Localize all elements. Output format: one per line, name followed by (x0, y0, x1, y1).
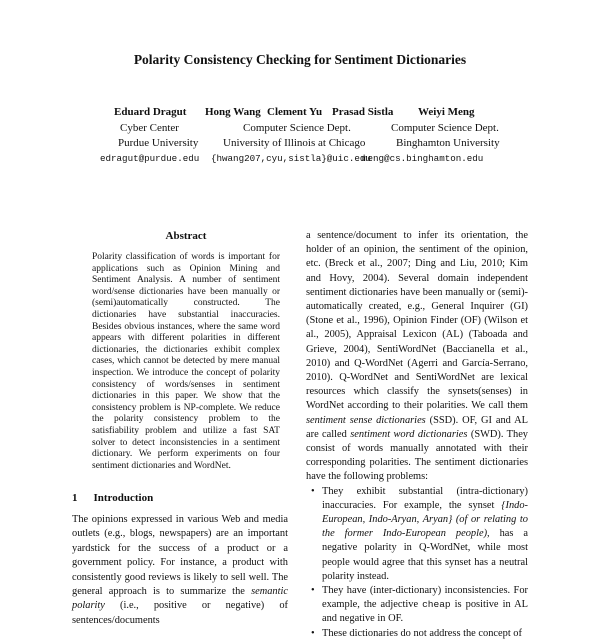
problem-list (306, 485, 528, 641)
right-column-paragraph (306, 229, 528, 485)
list-item (306, 627, 528, 641)
section-title: Introduction (93, 492, 154, 504)
paragraph-text: (SSD). OF, GI and AL are called (306, 414, 529, 440)
author-name: Eduard Dragut (114, 106, 187, 118)
item-text: They have (inter-dictionary) inconsistencies. For example, the adjective (322, 585, 528, 611)
author-email: edragut@purdue.edu (100, 153, 200, 164)
synset-example: {Indo-European, Indo-Aryan, Aryan} (of or relating to the former Indo-European people), (322, 499, 528, 540)
affiliation-dept-row (0, 122, 600, 136)
item-text: They exhibit substantial (intra-dictionary) inaccuracies. For example, the synset (322, 485, 528, 511)
affiliation-institution: Purdue University (118, 137, 199, 149)
list-item (306, 584, 528, 627)
author-name: Clement Yu (267, 106, 323, 118)
paper-title: Polarity Consistency Checking for Sentiment Dictionaries (133, 52, 467, 67)
section-number: 1 (72, 492, 78, 504)
affiliation-dept: Computer Science Dept. (243, 122, 351, 134)
introduction-paragraph (72, 513, 288, 628)
affiliation-institution-row (0, 137, 600, 151)
intro-emphasis-inline: semantic polarity (72, 586, 288, 612)
intro-text: The opinions expressed in various Web and media outlets (e.g., blogs, newspapers) are an important yardstick for the success of a product or a government policy. For instance, a product with consistently good reviews is likely to sell well. The general approach is to summarize the semantic polarity (i.e., positive or negative) of sentences/documents (72, 514, 288, 626)
affiliation-dept: Cyber Center (120, 122, 179, 134)
bullet-icon: • (311, 627, 315, 639)
bullet-icon: • (311, 585, 315, 597)
code-word: cheap (422, 599, 451, 611)
affiliation-email-row (0, 153, 600, 167)
section-heading (72, 492, 153, 504)
affiliation-institution: Binghamton University (396, 137, 500, 149)
author-name: Weiyi Meng (418, 106, 475, 118)
author-name: Prasad Sistla (332, 106, 394, 118)
abstract-heading: Abstract (165, 230, 207, 242)
author-email: {hwang207,cyu,sistla}@uic.edu (211, 153, 371, 164)
author-names (0, 106, 600, 120)
paragraph-text: a sentence/document to infer its orientation, the holder of an opinion, the sentiment of the opinion, etc. (Breck et al., 2007; Ding and Liu, 2010; Kim and Hovy, 2004). Several domain independent sentiment dictionaries have been manually or (semi)-automatically created, e.g., General Inquirer (GI) (Stone et al., 1996), Opinion Finder (OF) (Wilson et al., 2005), Appraisal Lexicon (AL) (Taboada and Grieve, 2004), SentiWordNet (Baccianella et al., 2010) and Q-WordNet (Agerri and García-Serrano, 2010). Q-WordNet and SentiWordNet are lexical resources which classify the synsets(senses) in WordNet according to their polarities. We call them (306, 230, 528, 412)
list-item (306, 485, 528, 584)
affiliation-institution: University of Illinois at Chicago (223, 137, 366, 149)
affiliation-dept: Computer Science Dept. (391, 122, 499, 134)
term-emphasis: sentiment sense dictionaries (306, 414, 426, 426)
bullet-icon: • (311, 485, 315, 497)
abstract-body: Polarity classification of words is important for applications such as Opinion Mining and Sentiment Analysis. A number of sentiment word/sense dictionaries have been manually or (semi)automatically constructed. The dictionaries have substantial inaccuracies. Besides obvious instances, where the same word appears with different polarities in different dictionaries, the dictionaries exhibit complex cases, which cannot be detected by mere manual inspection. We introduce the concept of polarity consistency of words/senses in sentiment dictionaries in this paper. We show that the consistency problem is NP-complete. We reduce the polarity consistency problem to the satisfiability problem and utilize a fast SAT solver to detect inconsistencies in a sentiment dictionary. We perform experiments on four sentiment dictionaries and WordNet. (92, 252, 280, 471)
right-column (306, 229, 528, 641)
item-text: has a negative polarity in Q-WordNet, while most people would agree that this synset has a neutral polarity instead. (322, 528, 528, 582)
term-emphasis: sentiment word dictionaries (350, 428, 468, 440)
paragraph-text: (SWD). They consist of words manually annotated with their corresponding polarities. The sentiment dictionaries have the following problems: (306, 428, 529, 483)
item-text: These dictionaries do not address the concept of (322, 627, 522, 639)
author-name: Hong Wang (205, 106, 261, 118)
author-email: meng@cs.binghamton.edu (362, 153, 484, 164)
item-text: is positive in AL and negative in OF. (322, 599, 528, 625)
